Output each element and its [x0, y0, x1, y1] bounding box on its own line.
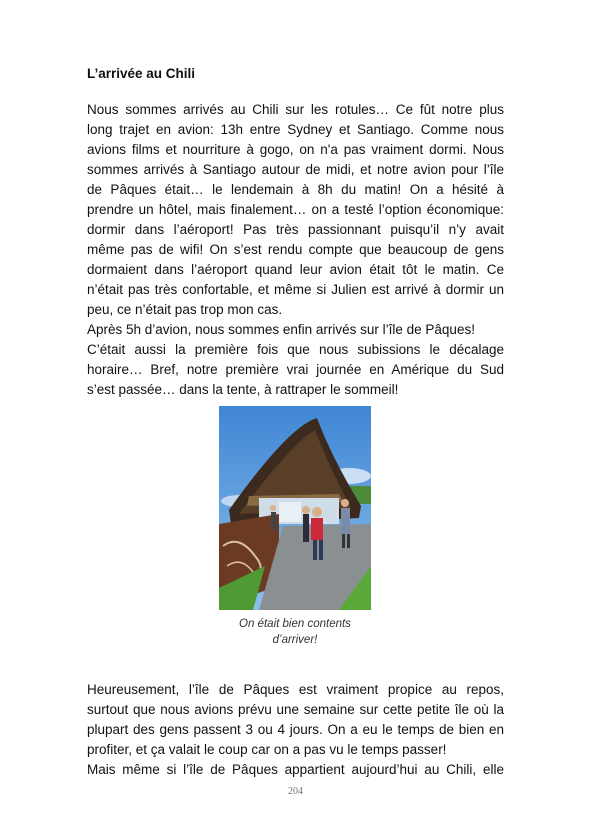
text-line: prendre un hôtel, mais finalement… on a testé l’option économique:: [87, 202, 504, 217]
text-line: Après 5h d’avion, nous sommes enfin arrivés sur l’île de Pâques!: [87, 322, 475, 337]
caption-line: On était bien contents: [239, 618, 351, 630]
text-line: plupart des gens passent 3 ou 4 jours. On a eu le temps de bien en: [87, 722, 504, 737]
text-line: Mais même si l’île de Pâques appartient aujourd’hui au Chili, elle: [87, 762, 504, 777]
text-line: dormir dans l’aéroport! Pas très passionnant puisqu’il n’y avait: [87, 222, 504, 237]
text-line: surtout que nous avions prévu une semaine sur cette petite île où la: [87, 702, 504, 717]
text-line: avions films et nourriture à gogo, on n'a pas vraiment dormi. Nous: [87, 142, 504, 157]
text-line: sommes arrivés à Santiago autour de midi, et notre avion pour l’île: [87, 162, 504, 177]
page-number: 204: [288, 786, 303, 797]
text-line: Nous sommes arrivés au Chili sur les rotules… Ce fût notre plus: [87, 102, 504, 117]
section-heading: L’arrivée au Chili: [87, 66, 196, 81]
text-line: profiter, et ça valait le coup car on a pas vu le temps passer!: [87, 742, 447, 757]
paragraph-2: [87, 680, 504, 780]
text-line: de Pâques était… le lendemain à 8h du matin! On a hésité à: [87, 182, 504, 197]
paragraph-1: [87, 100, 504, 400]
text-line: dormaient dans l’aéroport quand leur avion était tôt le matin. Ce: [87, 262, 504, 277]
text-line: même pas de wifi! On s’est rendu compte que beaucoup de gens: [87, 242, 504, 257]
text-line: peu, ce n’était pas trop mon cas.: [87, 302, 283, 317]
text-line: Heureusement, l’île de Pâques est vraiment propice au repos,: [87, 682, 504, 697]
text-line: long trajet en avion: 13h entre Sydney et Santiago. Comme nous: [87, 122, 504, 137]
caption-line: d’arriver!: [272, 634, 318, 646]
text-line: n’était pas très confortable, et même si Julien est arrivé à dormir un: [87, 282, 504, 297]
text-line: C’était aussi la première fois que nous subissions le décalage: [87, 342, 504, 357]
text-line: s’est passée… dans la tente, à rattraper le sommeil!: [87, 382, 399, 397]
text-line: horaire… Bref, notre première vrai journée en Amérique du Sud: [87, 362, 504, 377]
photo-caption: [200, 616, 390, 648]
airport-photo: [219, 406, 371, 610]
